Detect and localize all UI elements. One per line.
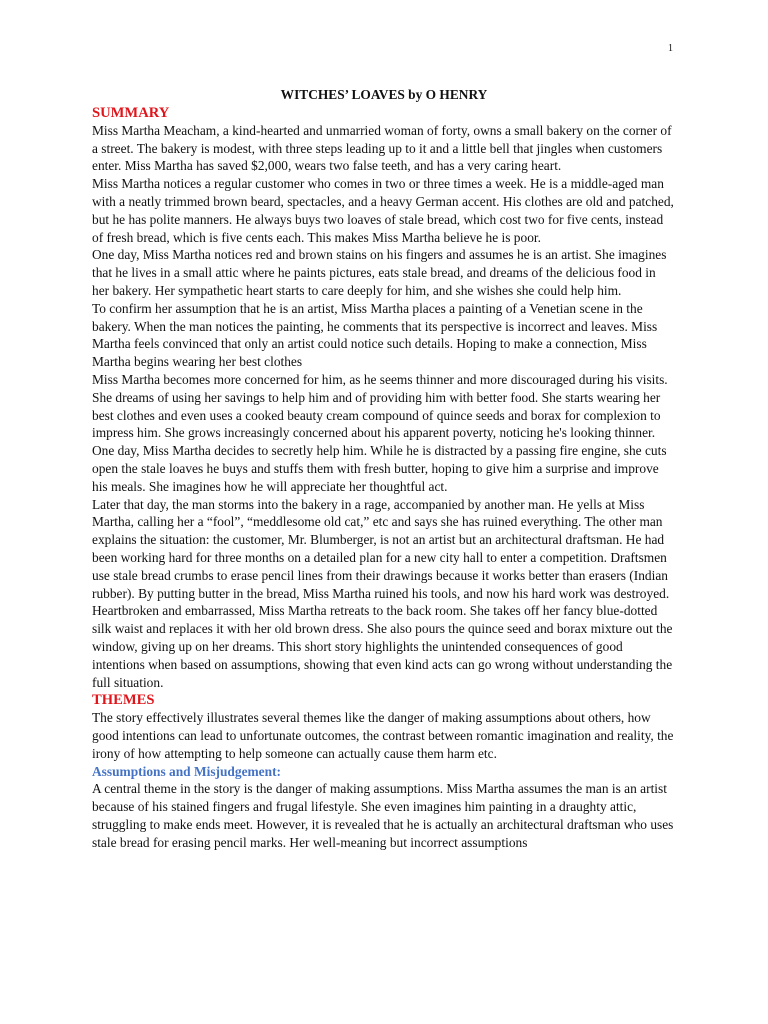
summary-paragraph-6: One day, Miss Martha decides to secretly help him. While he is distracted by a passing fire engine, she cuts open the stale loaves he buys and stuffs them with fresh butter, hoping to give him a surprise and improve his meals. She imagines how he will appreciate her thoughtful act.	[92, 443, 667, 494]
assumptions-subheading: Assumptions and Misjudgement:	[92, 763, 281, 779]
page-number: 1	[668, 43, 673, 54]
summary-paragraph-8: Heartbroken and embarrassed, Miss Martha retreats to the back room. She takes off her fancy blue-dotted silk waist and replaces it with her old brown dress. She also pours the quince seed and borax mixture out the window, giving up on her dreams. This short story highlights the unintended consequences of good intentions when based on assumptions, showing that even kind acts can go wrong without understanding the full situation.	[92, 603, 673, 690]
themes-heading: THEMES	[92, 692, 155, 709]
summary-paragraph-1: Miss Martha Meacham, a kind-hearted and unmarried woman of forty, owns a small bakery on the corner of a street. The bakery is modest, with three steps leading up to it and a little bell that jingles when customers enter. Miss Martha has saved $2,000, wears two false teeth, and has a very caring heart.	[92, 122, 672, 174]
summary-paragraph-4: To confirm her assumption that he is an artist, Miss Martha places a painting of a Venetian scene in the bakery. When the man notices the painting, he comments that its perspective is incorrect and leaves. Miss Martha feels convinced that only an artist could notice such details. Hoping to make a connection, Miss Martha begins wearing her best clothes	[92, 300, 658, 370]
summary-paragraph-2: Miss Martha notices a regular customer who comes in two or three times a week. He is a middle-aged man with a neatly trimmed brown beard, spectacles, and a heavy German accent. His clothes are old and patched, but he has polite manners. He always buys two loaves of stale bread, which cost two for five cents, instead of fresh bread, which is five cents each. This makes Miss Martha believe he is poor.	[92, 176, 674, 245]
summary-paragraph-7: Later that day, the man storms into the bakery in a rage, accompanied by another man. He yells at Miss Martha, calling her a “fool”, “meddlesome old cat,” etc and says she has ruined everything. The other man explains the situation: the customer, Mr. Blumberger, is not an artist but an architectural draftsman. He had been working hard for three months on a detailed plan for a new city hall to enter a competition. Draftsmen use stale bread crumbs to erase pencil lines from their drawings because it works better than erasers (Indian rubber). By putting butter in the bread, Miss Martha ruined his tools, and now his hard work was destroyed.	[92, 496, 670, 601]
themes-intro-paragraph: The story effectively illustrates several themes like the danger of making assumptions about others, how good intentions can lead to unfortunate outcomes, the contrast between romantic imagination and reality, the irony of how attempting to help someone can actually cause them harm etc.	[92, 710, 674, 761]
document-title: WITCHES’ LOAVES by O HENRY	[280, 87, 488, 102]
assumptions-paragraph: A central theme in the story is the danger of making assumptions. Miss Martha assumes the man is an artist because of his stained fingers and frugal lifestyle. She even imagines him painting in a draughty attic, struggling to make ends meet. However, it is revealed that he is actually an architectural draftsman who uses stale bread for erasing pencil marks. Her well-meaning but incorrect assumptions	[92, 781, 674, 850]
summary-paragraph-5: Miss Martha becomes more concerned for him, as he seems thinner and more discouraged during his visits. She dreams of using her savings to help him and of providing him with better food. She starts wearing her best clothes and even uses a cooked beauty cream compound of quince seeds and borax for complexion to impress him. She grows increasingly concerned about his apparent poverty, noticing he's looking thinner.	[92, 371, 668, 441]
summary-heading: SUMMARY	[92, 104, 170, 121]
summary-paragraph-3: One day, Miss Martha notices red and brown stains on his fingers and assumes he is an artist. She imagines that he lives in a small attic where he paints pictures, eats stale bread, and dreams of the delicious food in her bakery. Her sympathetic heart starts to care deeply for him, and she wishes she could help him.	[92, 247, 667, 298]
document-body	[92, 86, 676, 852]
